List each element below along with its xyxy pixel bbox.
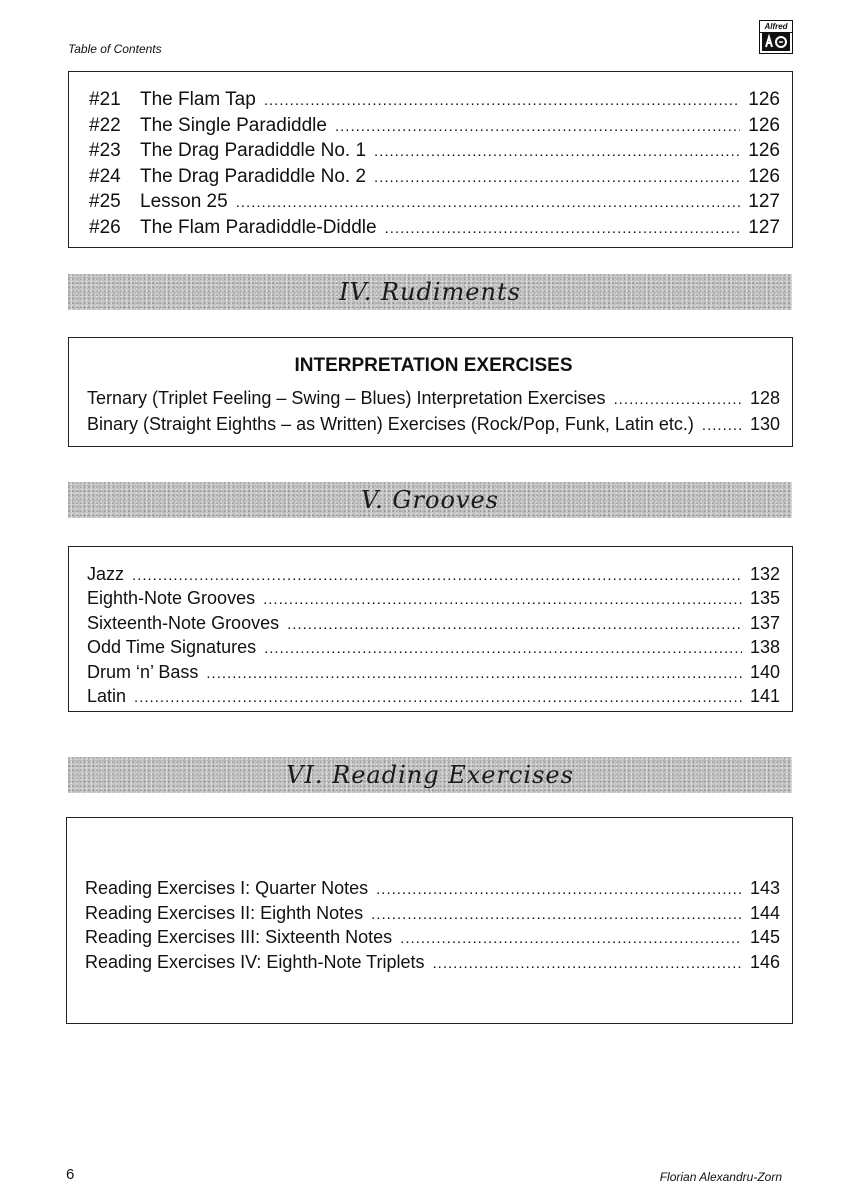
entry-page-number: 126 [748,89,780,110]
toc-entry [85,902,780,927]
toc-entry [89,114,780,140]
page-number: 6 [66,1166,75,1183]
dot-leader [371,903,742,927]
reading-list [85,877,780,975]
toc-entry [87,661,780,685]
lesson-number: #25 [89,191,121,213]
running-header: Table of Contents [68,42,162,56]
dot-leader [335,115,740,140]
alfred-emblem-icon [762,33,790,51]
entry-title: Drum ‘n’ Bass [87,661,199,682]
entry-title: Sixteenth-Note Grooves [87,612,280,633]
entry-page-number: 127 [748,216,780,238]
entry-page-number: 138 [749,637,780,658]
entry-title: Reading Exercises III: Sixteenth Notes [85,927,393,948]
reading-box [66,817,793,1024]
section-heading: INTERPRETATION EXERCISES [294,355,573,376]
lesson-number: #23 [89,140,121,162]
lesson-number: #22 [89,114,121,136]
entry-title: Latin [87,686,127,707]
section-banner-grooves [68,482,792,518]
section-banner-rudiments [68,274,792,310]
dot-leader [400,927,742,951]
entry-page-number: 146 [749,951,780,972]
entry-page-number: 135 [749,588,780,609]
section-banner-reading [68,757,792,793]
toc-entry [85,951,780,976]
entry-page-number: 126 [748,140,780,162]
entry-title: Reading Exercises I: Quarter Notes [85,878,369,898]
entry-title: Ternary (Triplet Feeling – Swing – Blues) Interpretation Exercises [87,388,606,408]
dot-leader [702,414,742,438]
entry-page-number: 141 [749,686,780,707]
toc-entry [87,412,780,438]
entry-title: The Flam Tap [140,89,256,110]
entry-title: The Drag Paradiddle No. 2 [140,165,367,187]
dot-leader [264,89,740,114]
entry-title: The Flam Paradiddle-Diddle [140,216,377,238]
lesson-number: #24 [89,165,121,187]
entry-page-number: 126 [748,165,780,187]
entry-title: Binary (Straight Eighths – as Written) Exercises (Rock/Pop, Funk, Latin etc.) [87,414,694,434]
dot-leader [263,588,742,611]
lesson-number: #21 [89,89,121,110]
grooves-box [68,546,793,712]
toc-entry [89,216,780,242]
interpretation-box [68,337,793,447]
toc-entry [85,877,780,902]
dot-leader [376,878,742,902]
dot-leader [132,564,742,587]
entry-page-number: 137 [749,612,780,633]
toc-entry [87,685,780,709]
toc-entry [87,636,780,660]
entry-page-number: 128 [749,388,780,408]
entry-title: Eighth-Note Grooves [87,588,256,609]
dot-leader [614,388,742,412]
dot-leader [206,662,742,685]
entry-page-number: 132 [749,564,780,584]
toc-entry [89,88,780,114]
toc-entry [87,563,780,587]
entry-title: The Drag Paradiddle No. 1 [140,140,367,162]
entry-page-number: 130 [749,414,780,434]
dot-leader [385,217,741,242]
entry-title: Reading Exercises II: Eighth Notes [85,902,364,923]
banner-title: IV. Rudiments [339,278,521,306]
toc-entry [89,190,780,216]
entry-title: Reading Exercises IV: Eighth-Note Triplets [85,951,425,972]
entry-page-number: 126 [748,114,780,136]
dot-leader [236,191,741,216]
grooves-list [87,563,780,709]
dot-leader [374,140,740,165]
entry-page-number: 144 [749,902,780,923]
dot-leader [264,637,742,660]
entry-page-number: 127 [748,191,780,213]
entry-title: Odd Time Signatures [87,637,257,658]
dot-leader [433,952,742,976]
lessons-list [89,88,780,242]
banner-title: VI. Reading Exercises [286,761,574,789]
entry-page-number: 140 [749,661,780,682]
dot-leader [374,166,740,191]
entry-title: Jazz [87,564,125,584]
lesson-number: #26 [89,216,121,238]
interpretation-list [87,386,780,438]
entry-page-number: 145 [749,927,780,948]
toc-entry [87,587,780,611]
toc-entry [87,612,780,636]
dot-leader [287,613,742,636]
entry-title: Lesson 25 [140,191,228,213]
toc-entry [89,165,780,191]
entry-page-number: 143 [749,878,780,898]
entry-title: The Single Paradiddle [140,114,327,136]
logo-wordmark: Alfred [760,21,792,33]
toc-entry [85,926,780,951]
banner-title: V. Grooves [360,486,499,514]
author-credit: Florian Alexandru-Zorn [659,1170,782,1184]
toc-entry [89,139,780,165]
lessons-box [68,71,793,248]
toc-entry [87,386,780,412]
alfred-logo [759,20,793,54]
dot-leader [134,686,742,709]
